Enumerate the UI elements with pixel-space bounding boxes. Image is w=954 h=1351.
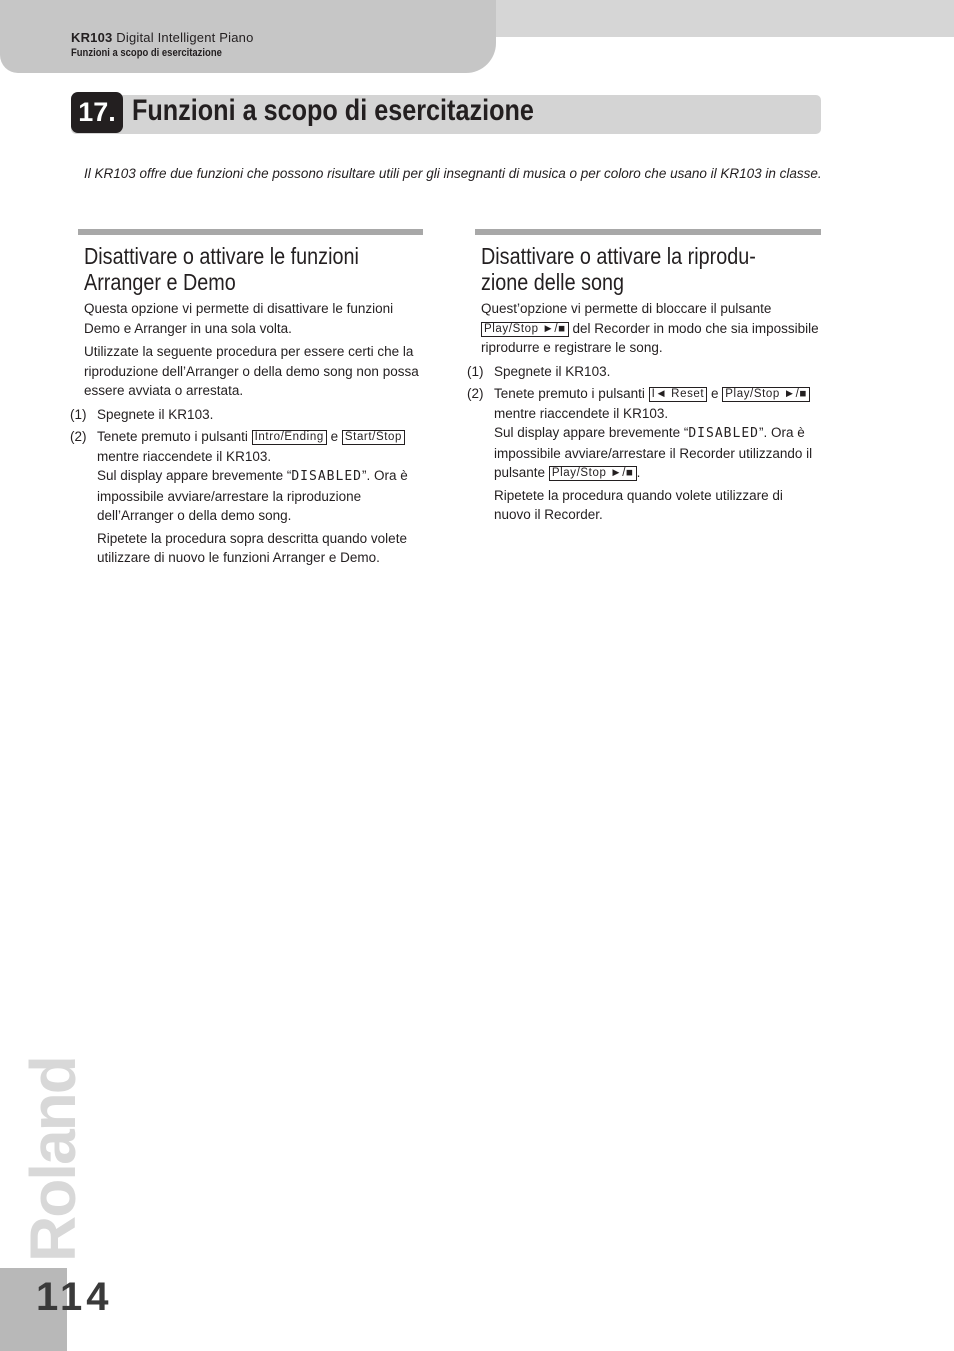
- page-number: 114: [36, 1275, 113, 1319]
- section-song-playback: [467, 229, 821, 528]
- note-text: .: [636, 465, 641, 480]
- model-name: KR103: [71, 30, 113, 45]
- step-text-part: mentre riaccendete il KR103.: [494, 405, 669, 421]
- chapter-number: 17.: [71, 92, 123, 133]
- step-list: [70, 405, 423, 568]
- play-stop-key: Play/Stop ►/■: [549, 466, 637, 481]
- step-item: [467, 362, 821, 382]
- note-text: Sul display appare brevemente “: [494, 425, 689, 440]
- paragraph: Questa opzione vi permette di disattivare le funzioni Demo e Arranger in una sola volta.: [84, 301, 394, 336]
- section-heading: [481, 243, 821, 295]
- step-text-part: Tenete premuto i pulsanti: [97, 429, 248, 444]
- chapter-title: Funzioni a scopo di esercitazione: [132, 94, 534, 127]
- heading-line: Disattivare o attivare le funzioni: [84, 243, 359, 269]
- conjunction: e: [330, 429, 339, 444]
- intro-text: Il KR103 offre due funzioni che possono risultare utili per gli insegnanti di musica o per coloro che usano il KR103 in classe.: [84, 166, 822, 181]
- step-note: [494, 423, 821, 483]
- note-text: ”. Ora è impossibile avviare/arrestare il Recorder utilizzando il pulsante: [494, 425, 813, 480]
- paragraph-part: Quest’opzione vi permette di bloccare il pulsante: [481, 301, 772, 316]
- step-item: [70, 427, 423, 568]
- reset-key: I◄ Reset: [649, 387, 708, 402]
- section-heading: [84, 243, 424, 295]
- step-text-part: mentre riaccendete il KR103.: [97, 448, 272, 464]
- step-list: [467, 362, 821, 525]
- step-note: Ripetete la procedura sopra descritta quando volete utilizzare di nuovo le funzioni Arranger e Demo.: [97, 530, 407, 565]
- step-text: Spegnete il KR103.: [97, 406, 214, 422]
- step-note: Ripetete la procedura quando volete utilizzare di nuovo il Recorder.: [494, 487, 783, 522]
- paragraph-part: del Recorder in modo che sia impossibile riprodurre e registrare le song.: [481, 320, 819, 355]
- step-text: [494, 384, 821, 423]
- step-number: (1): [467, 363, 484, 379]
- intro-ending-key: Intro/Ending: [252, 430, 327, 445]
- note-text: Sul display appare brevemente “: [97, 468, 292, 483]
- heading-line: zione delle song: [481, 269, 624, 295]
- running-header-product: [71, 30, 254, 45]
- step-text: Spegnete il KR103.: [494, 363, 611, 379]
- paragraph: [481, 299, 821, 358]
- step-body: [97, 427, 423, 568]
- lcd-message: DISABLED: [688, 426, 759, 441]
- start-stop-key: Start/Stop: [342, 430, 405, 445]
- lcd-message: DISABLED: [291, 469, 362, 484]
- product-name: Digital Intelligent Piano: [116, 30, 254, 45]
- play-stop-key: Play/Stop ►/■: [722, 387, 810, 402]
- section-rule: [475, 229, 821, 235]
- step-note: [97, 466, 423, 526]
- step-number: (2): [70, 429, 87, 444]
- step-item: [467, 384, 821, 525]
- step-body: [494, 384, 821, 525]
- running-header-section: Funzioni a scopo di esercitazione: [71, 47, 222, 59]
- step-text: [97, 427, 423, 466]
- step-item: [70, 405, 423, 425]
- brand-logo: Roland: [17, 1057, 89, 1262]
- note-text: ”. Ora è impossibile avviare/arrestare la riproduzione dell’Arranger o della demo song.: [97, 468, 408, 523]
- paragraph: Utilizzate la seguente procedura per essere certi che la riproduzione dell’Arranger o della demo song non possa essere avviata o arrestata.: [84, 344, 419, 398]
- heading-line: Disattivare o attivare la riprodu-: [481, 243, 756, 269]
- step-number: (1): [70, 406, 87, 422]
- conjunction: e: [711, 386, 719, 401]
- step-text-part: Tenete premuto i pulsanti: [494, 386, 645, 401]
- step-number: (2): [467, 386, 484, 401]
- play-stop-key: Play/Stop ►/■: [481, 322, 569, 337]
- section-rule: [78, 229, 423, 235]
- heading-line: Arranger e Demo: [84, 269, 236, 295]
- section-arranger-demo: [70, 229, 423, 571]
